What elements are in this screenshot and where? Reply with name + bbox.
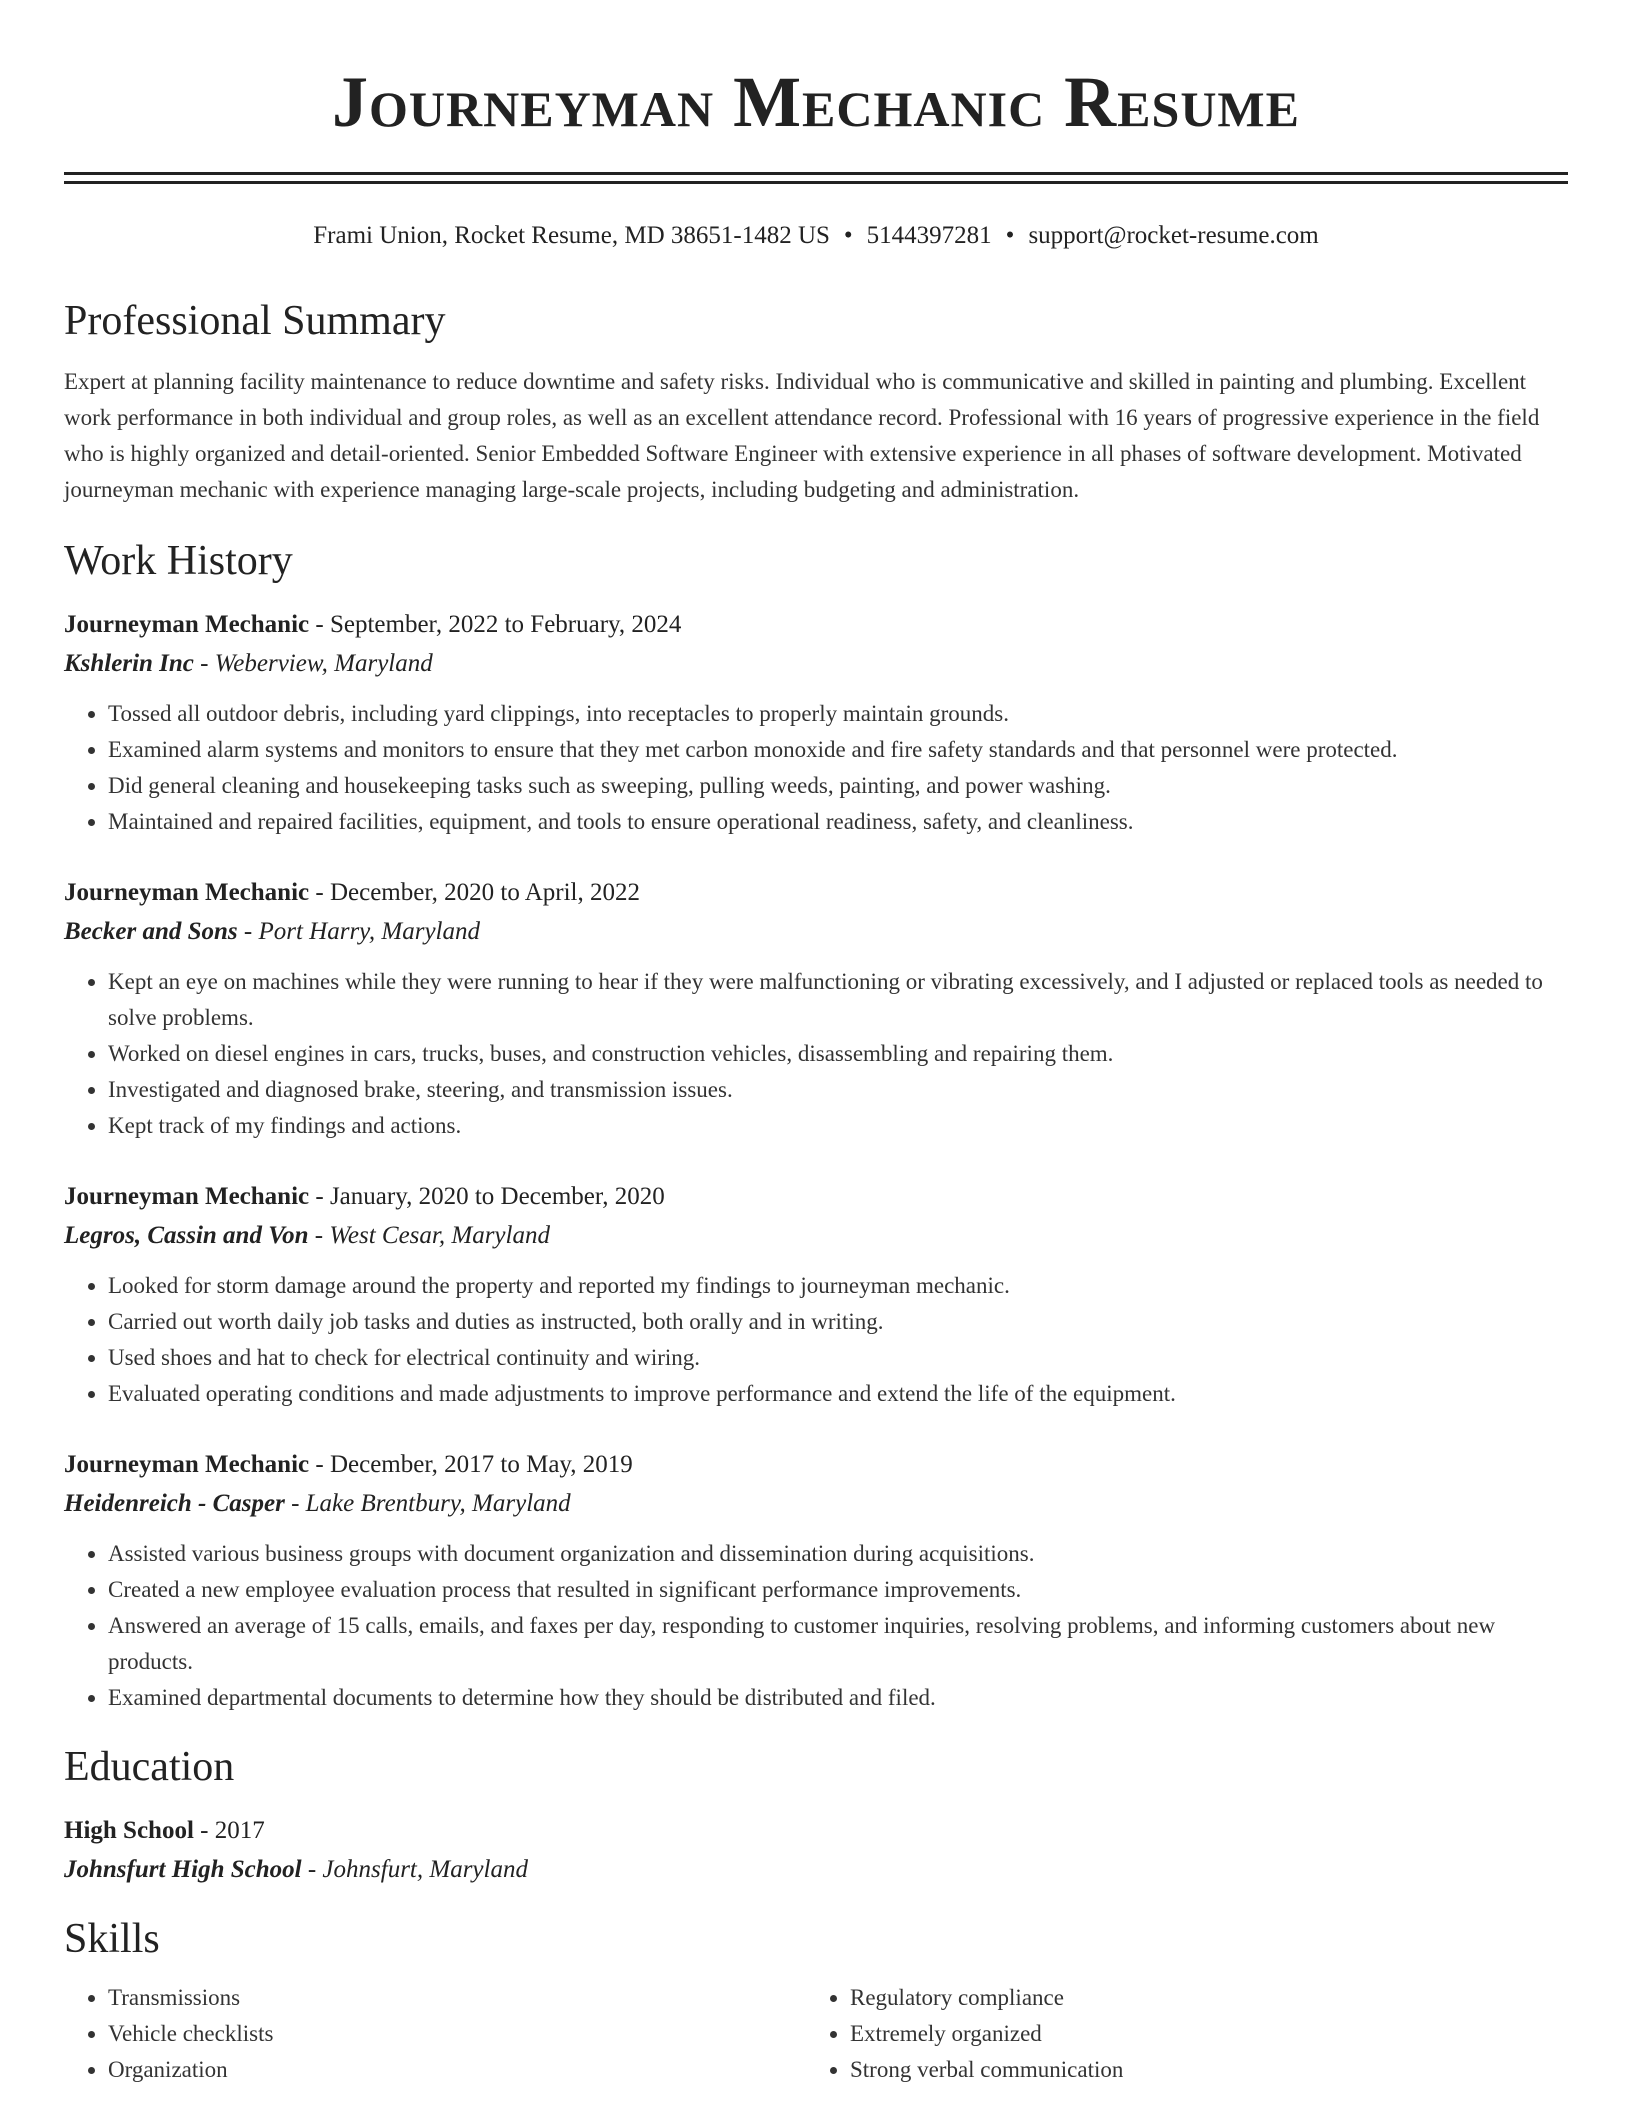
job-bullet: • Evaluated operating conditions and made adjustments to improve performance and extend the life of the equipment. <box>108 1376 1568 1412</box>
job-dates: - September, 2022 to February, 2024 <box>309 611 682 638</box>
education-degree: High School <box>64 1817 194 1844</box>
job-company-line <box>64 1484 1568 1524</box>
contact-phone: 5144397281 <box>866 222 992 249</box>
contact-address: Frami Union, Rocket Resume, MD 38651-1482 US <box>313 222 830 249</box>
job-title: Journeyman Mechanic <box>64 879 310 906</box>
job-title-line <box>64 606 1568 644</box>
contact-email: support@rocket-resume.com <box>1028 222 1319 249</box>
education-school: Johnsfurt High School <box>64 1856 302 1883</box>
job-company: Kshlerin Inc <box>64 650 194 677</box>
job-bullet-list <box>64 1536 1568 1716</box>
work-history-heading: Work History <box>64 538 293 584</box>
job-location: - Port Harry, Maryland <box>237 918 480 945</box>
job-bullet: • Carried out worth daily job tasks and duties as instructed, both orally and in writing. <box>108 1304 1568 1340</box>
job-dates: - January, 2020 to December, 2020 <box>309 1183 665 1210</box>
contact-line <box>64 220 1568 252</box>
job-bullet: • Examined departmental documents to determine how they should be distributed and filed. <box>108 1680 1568 1716</box>
skill-item: • Regulatory compliance <box>850 1980 1548 2016</box>
education-year: - 2017 <box>193 1817 265 1844</box>
skill-item: • Strong verbal communication <box>850 2052 1548 2088</box>
job-title: Journeyman Mechanic <box>64 1183 310 1210</box>
job-bullet-list <box>64 964 1568 1144</box>
job-location: - Lake Brentbury, Maryland <box>284 1490 571 1517</box>
skill-item: • Organization <box>108 2052 806 2088</box>
skills-list-left <box>64 1980 806 2088</box>
resume-title: Journeyman Mechanic Resume <box>332 62 1300 142</box>
job-dates: - December, 2017 to May, 2019 <box>309 1451 633 1478</box>
job-location: - West Cesar, Maryland <box>308 1222 550 1249</box>
contact-separator: • <box>843 222 853 249</box>
job-bullet: • Investigated and diagnosed brake, steering, and transmission issues. <box>108 1072 1568 1108</box>
education-location: - Johnsfurt, Maryland <box>301 1856 528 1883</box>
job-company-line <box>64 644 1568 684</box>
contact-separator: • <box>1005 222 1015 249</box>
job-bullet: • Looked for storm damage around the property and reported my findings to journeyman mechanic. <box>108 1268 1568 1304</box>
job-company: Becker and Sons <box>64 918 238 945</box>
job-company-line <box>64 1216 1568 1256</box>
job-dates: - December, 2020 to April, 2022 <box>309 879 640 906</box>
job-bullet: • Worked on diesel engines in cars, trucks, buses, and construction vehicles, disassembling and repairing them. <box>108 1036 1568 1072</box>
job-bullet: • Kept track of my findings and actions. <box>108 1108 1568 1144</box>
job-bullet: • Used shoes and hat to check for electrical continuity and wiring. <box>108 1340 1568 1376</box>
job-company-line <box>64 912 1568 952</box>
job-entry <box>64 606 1568 840</box>
job-bullet: • Maintained and repaired facilities, equipment, and tools to ensure operational readiness, safety, and cleanliness. <box>108 804 1568 840</box>
job-bullet: • Tossed all outdoor debris, including yard clippings, into receptacles to properly maintain grounds. <box>108 696 1568 732</box>
summary-heading: Professional Summary <box>64 298 446 344</box>
job-bullet: • Did general cleaning and housekeeping tasks such as sweeping, pulling weeds, painting, and power washing. <box>108 768 1568 804</box>
job-title-line <box>64 1446 1568 1484</box>
job-company: Legros, Cassin and Von <box>64 1222 309 1249</box>
education-heading: Education <box>64 1744 235 1790</box>
job-bullet: • Kept an eye on machines while they were running to hear if they were malfunctioning or vibrating excessively, and I adjusted or replaced tools as needed to solve problems. <box>108 964 1568 1036</box>
job-bullet-list <box>64 1268 1568 1412</box>
job-title-line <box>64 874 1568 912</box>
job-bullet: • Answered an average of 15 calls, emails, and faxes per day, responding to customer inquiries, resolving problems, and informing customers about new products. <box>108 1608 1568 1680</box>
job-entry <box>64 1178 1568 1412</box>
job-company: Heidenreich - Casper <box>64 1490 285 1517</box>
title-divider-top <box>64 172 1568 175</box>
job-bullet: • Examined alarm systems and monitors to ensure that they met carbon monoxide and fire safety standards and that personnel were protected. <box>108 732 1568 768</box>
education-entry <box>64 1812 1568 1890</box>
job-location: - Weberview, Maryland <box>193 650 433 677</box>
job-title: Journeyman Mechanic <box>64 1451 310 1478</box>
education-degree-line <box>64 1812 1568 1850</box>
education-school-line <box>64 1850 1568 1890</box>
skill-item: • Vehicle checklists <box>108 2016 806 2052</box>
job-bullet: • Created a new employee evaluation process that resulted in significant performance improvements. <box>108 1572 1568 1608</box>
title-divider-bottom <box>64 181 1568 184</box>
summary-text: Expert at planning facility maintenance to reduce downtime and safety risks. Individual who is communicative and skilled in painting and plumbing. Excellent work performance in both individual and group roles, as well as an excellent attendance record. Professional with 16 years of progressive experience in the field who is highly organized and detail-oriented. Senior Embedded Software Engineer with extensive experience in all phases of software development. Motivated journeyman mechanic with experience managing large-scale projects, including budgeting and administration. <box>64 369 1540 502</box>
job-entry <box>64 874 1568 1144</box>
job-bullet-list <box>64 696 1568 840</box>
skills-heading: Skills <box>64 1916 160 1962</box>
job-title-line <box>64 1178 1568 1216</box>
job-bullet: • Assisted various business groups with document organization and dissemination during acquisitions. <box>108 1536 1568 1572</box>
skills-columns <box>64 1980 1568 2088</box>
job-entry <box>64 1446 1568 1716</box>
skill-item: • Transmissions <box>108 1980 806 2016</box>
skills-list-right <box>806 1980 1548 2088</box>
skill-item: • Extremely organized <box>850 2016 1548 2052</box>
job-title: Journeyman Mechanic <box>64 611 310 638</box>
